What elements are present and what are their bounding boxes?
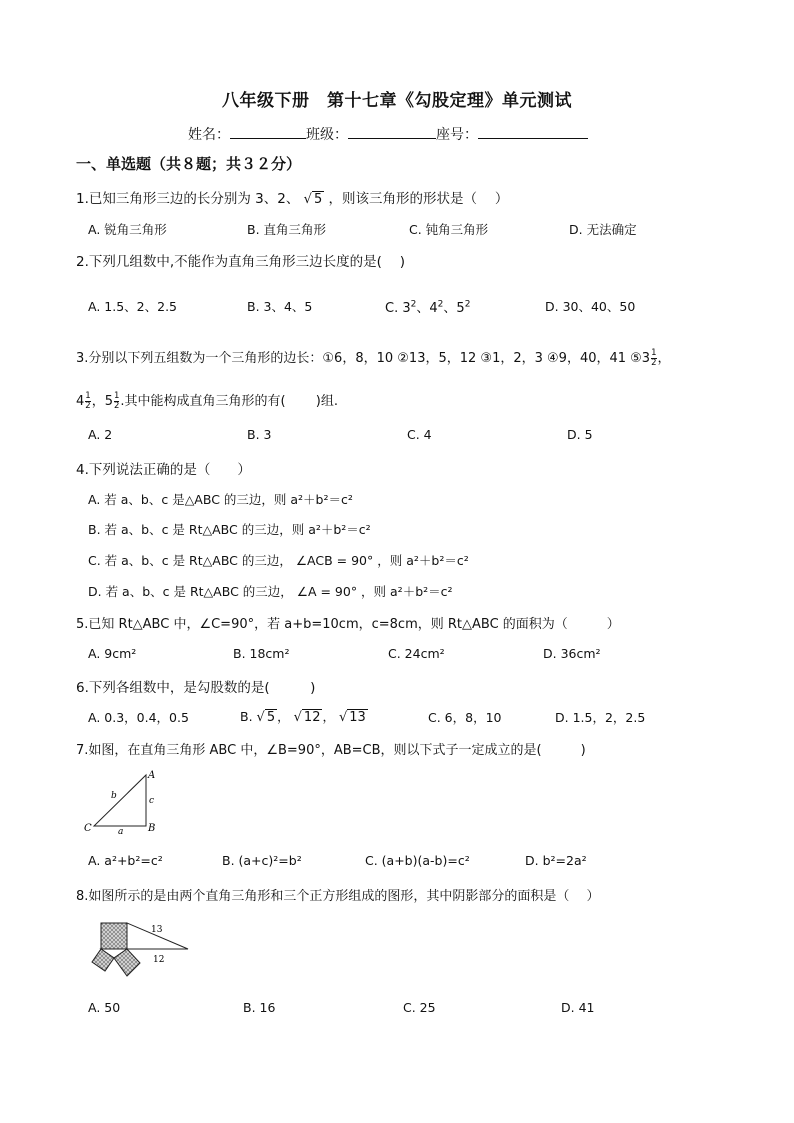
sqrt-symbol: √ 5 [303,192,323,207]
q6-b-radicand-3: 13 [349,710,366,725]
q2-c-base3: 5 [456,301,465,316]
q4-option-a[interactable]: A. 若 a、b、c 是△ABC 的三边，则 a²＋b²＝c² [88,492,353,507]
q3-option-d[interactable]: D. 5 [567,427,593,442]
q3-option-b[interactable]: B. 3 [247,427,272,442]
seat-label: 座号： [436,127,478,143]
q1-text-end: ，则该三角形的形状是（ ） [328,191,509,207]
section-heading: 一、单选题（共８题；共３２分） [76,155,302,173]
top-square [101,923,127,949]
q6-b-label: B. [240,709,253,724]
q2-option-d[interactable]: D. 30、40、50 [545,299,636,314]
q6-option-c[interactable]: C. 6，8，10 [428,710,502,725]
question-1 [76,187,508,207]
q7-triangle-figure [84,768,164,838]
q8-option-d[interactable]: D. 41 [561,1000,595,1015]
leg-label: 12 [153,955,165,965]
q2-c-exp3: 2 [464,299,471,310]
q7-option-a[interactable]: A. a²+b²=c² [88,853,163,868]
sqrt-symbol: √ 12 [293,710,321,725]
question-4: 4.下列说法正确的是（ ） [76,462,251,478]
q2-c-sep2: 、 [443,301,457,316]
question-3 [76,347,671,368]
q2-option-b[interactable]: B. 3、4、5 [247,299,313,314]
q4-option-c[interactable]: C. 若 a、b、c 是 Rt△ABC 的三边， ∠ACB = 90° ，则 a²＋b²＝c² [88,553,469,568]
q7-option-d[interactable]: D. b²=2a² [525,853,587,868]
q6-option-d[interactable]: D. 1.5，2，2.5 [555,710,646,725]
q4-option-d[interactable]: D. 若 a、b、c 是 Rt△ABC 的三边， ∠A = 90° ，则 a²＋b²＝c² [88,584,453,599]
frac-numerator: 1 [113,391,120,401]
frac-numerator: 1 [651,348,657,358]
class-blank[interactable] [348,124,436,139]
q2-c-sep1: 、 [416,301,430,316]
q3-comma: ， [657,351,671,366]
q1-option-a[interactable]: A. 锐角三角形 [88,222,167,237]
vertex-a-label: A [148,770,156,781]
q1-option-d[interactable]: D. 无法确定 [569,222,637,237]
q2-c-exp2: 2 [437,299,444,310]
q1-option-b[interactable]: B. 直角三角形 [247,222,327,237]
name-blank[interactable] [230,124,306,139]
q1-option-c[interactable]: C. 钝角三角形 [409,222,489,237]
frac-denominator: 2 [651,358,657,368]
question-5: 5.已知 Rt△ABC 中，∠C=90°，若 a+b=10cm，c=8cm，则 Rt△ABC 的面积为（ ） [76,617,620,632]
frac-denominator: 2 [85,401,91,411]
q5-option-b[interactable]: B. 18cm² [233,646,290,661]
q3-option-c[interactable]: C. 4 [407,427,432,442]
vertex-b-label: B [148,823,156,834]
q6-b-radicand-2: 12 [303,710,321,725]
q6-option-a[interactable]: A. 0.3，0.4，0.5 [88,710,189,725]
q6-option-b[interactable] [240,707,368,725]
side-b-label: b [111,791,117,801]
page-title: 八年级下册 第十七章《勾股定理》单元测试 [222,91,572,111]
student-info-line [188,124,588,144]
q2-option-a[interactable]: A. 1.5、2、2.5 [88,299,177,314]
triangle-shape [94,775,146,826]
q2-c-base1: 3 [402,301,411,316]
sqrt-symbol: √ 13 [338,710,366,725]
q7-option-c[interactable]: C. (a+b)(a-b)=c² [365,853,470,868]
frac-denominator: 2 [113,401,120,411]
q8-squares-figure [84,918,194,983]
q8-option-c[interactable]: C. 25 [403,1000,436,1015]
q5-option-d[interactable]: D. 36cm² [543,646,601,661]
q1-radicand: 5 [313,192,323,207]
frac-numerator: 1 [85,391,91,401]
question-8: 8.如图所示的是由两个直角三角形和三个正方形组成的图形，其中阴影部分的面积是（ ） [76,889,600,904]
question-6: 6.下列各组数中，是勾股数的是( ) [76,680,316,696]
vertex-c-label: C [84,823,92,834]
fraction [114,392,119,411]
q3-option-a[interactable]: A. 2 [88,427,113,442]
fraction [85,392,90,411]
class-label: 班级： [306,127,348,143]
q5-option-a[interactable]: A. 9cm² [88,646,137,661]
q2-c-base2: 4 [429,301,438,316]
seat-blank[interactable] [478,124,588,139]
q4-option-b[interactable]: B. 若 a、b、c 是 Rt△ABC 的三边，则 a²＋b²＝c² [88,522,371,537]
question-3-line2 [76,390,338,411]
q8-option-a[interactable]: A. 50 [88,1000,121,1015]
q2-c-label: C. [385,301,403,316]
q2-c-exp1: 2 [410,299,417,310]
side-a-label: a [118,827,124,837]
q3-mixed-whole-1: 4 [76,394,85,409]
side-c-label: c [149,796,155,806]
q3-text: 3.分别以下列五组数为一个三角形的边长：①6，8，10 ②13，5，12 ③1，2，3 ④9，40，41 ⑤3 [76,351,651,366]
q2-option-c[interactable] [385,297,470,316]
q5-option-c[interactable]: C. 24cm² [388,646,445,661]
sqrt-symbol: √ 5 [256,710,276,725]
q6-b-sep: ， [277,709,290,724]
q6-b-sep: ， [322,709,335,724]
question-2: 2.下列几组数中,不能作为直角三角形三边长度的是( ) [76,254,405,270]
fraction [651,349,656,368]
q3-mixed-whole-2: ，5 [91,394,113,409]
hypotenuse-label: 13 [151,925,163,935]
name-label: 姓名： [188,127,230,143]
q1-text: 1.已知三角形三边的长分别为 3、2、 [76,191,300,207]
q8-option-b[interactable]: B. 16 [243,1000,276,1015]
q3-text-end: .其中能构成直角三角形的有( )组. [120,394,338,409]
q7-option-b[interactable]: B. (a+c)²=b² [222,853,302,868]
question-7: 7.如图，在直角三角形 ABC 中，∠B=90°，AB=CB，则以下式子一定成立的是( ) [76,743,586,758]
q6-b-radicand-1: 5 [266,710,276,725]
